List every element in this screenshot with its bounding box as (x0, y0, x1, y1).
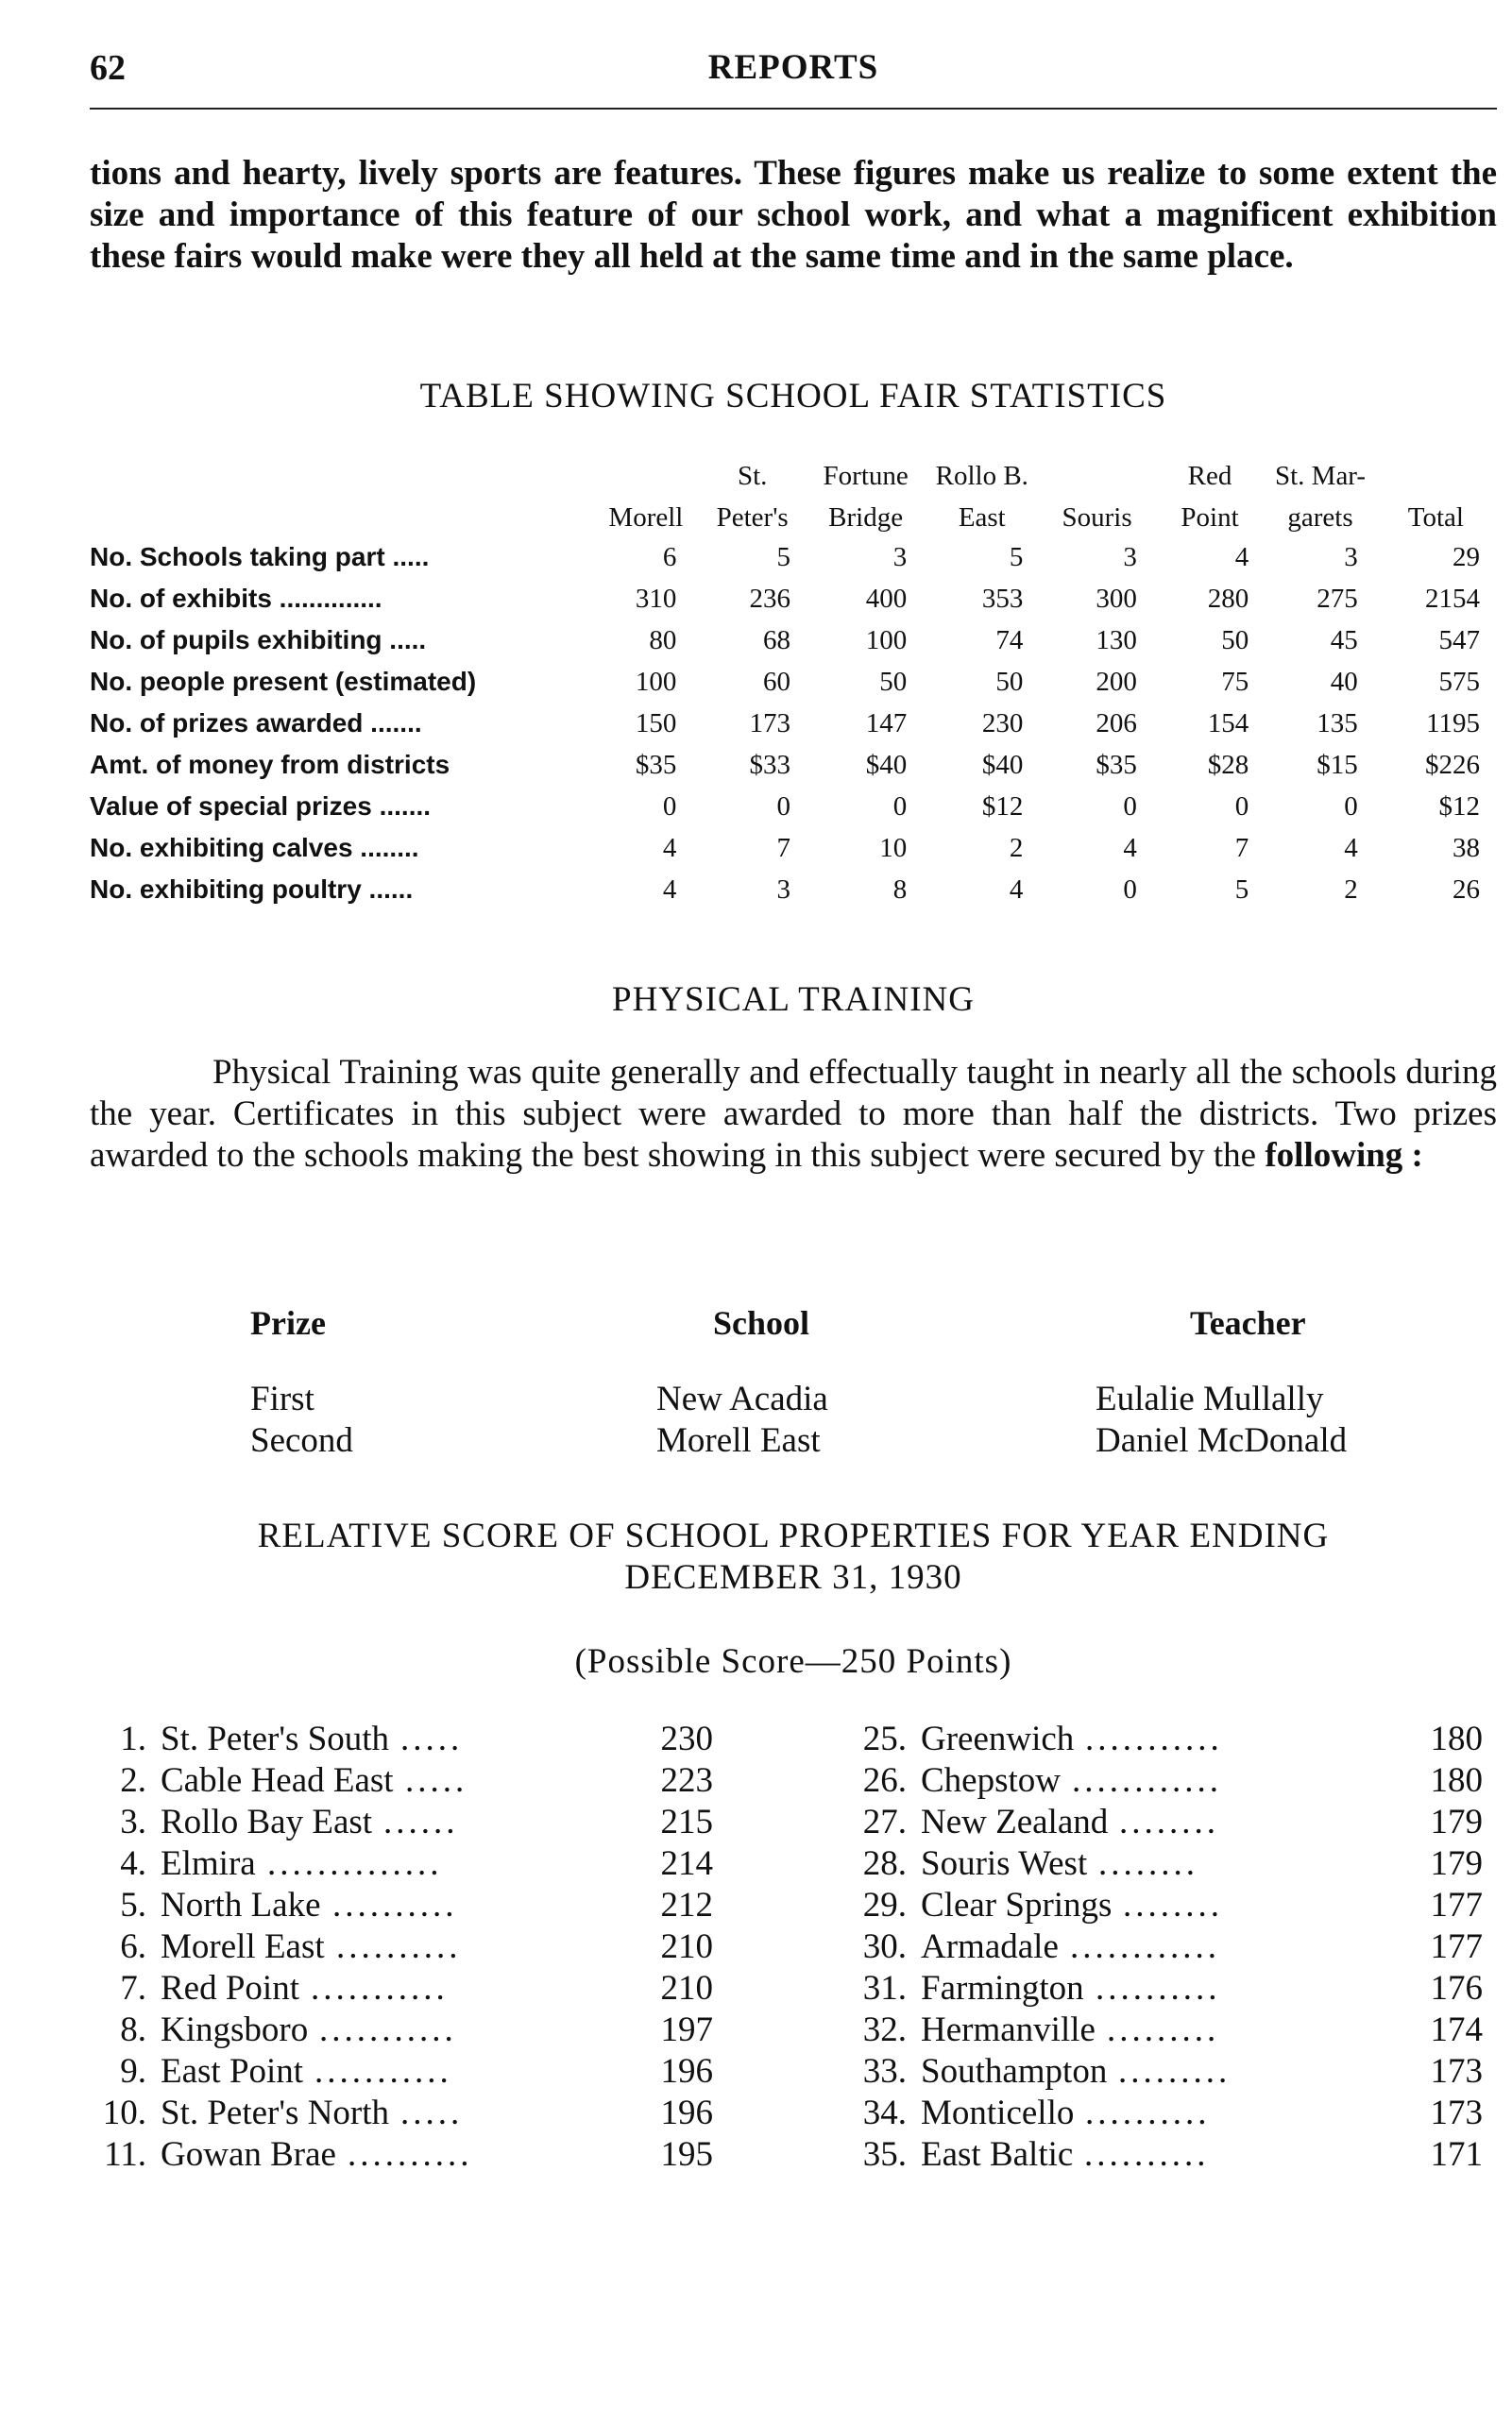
score-rank: 10. (102, 2094, 146, 2132)
score-points: 176 (1430, 1969, 1483, 2008)
cell-value: 7 (1234, 832, 1249, 863)
cell-value: $12 (981, 790, 1024, 822)
score-school: Rollo Bay East (161, 1803, 373, 1841)
score-points: 179 (1430, 1803, 1483, 1841)
score-school: East Point (161, 2052, 304, 2091)
fair-table-row (90, 786, 1497, 827)
cell-value: 200 (1096, 666, 1137, 697)
score-rank: 8. (120, 2010, 146, 2049)
score-leader-dots: .............. (267, 1844, 443, 1883)
score-points: 173 (1430, 2052, 1483, 2091)
score-rank: 6. (120, 1927, 146, 1966)
score-row (850, 2051, 1497, 2093)
fair-table-title: TABLE SHOWING SCHOOL FAIR STATISTICS (419, 377, 1167, 416)
fair-table-header-row-top (90, 453, 1497, 495)
col-top (1375, 453, 1497, 495)
score-leader-dots: .......... (332, 1886, 458, 1925)
row-label: Amt. of money from districts (90, 750, 450, 779)
fair-table-header-row-bottom (90, 495, 1497, 536)
score-leader-dots: ......... (1118, 2052, 1232, 2091)
col-top: Rollo B. (935, 461, 1028, 491)
prize-value: Second (250, 1421, 353, 1460)
school-value: Morell East (656, 1421, 821, 1460)
cell-value: 547 (1438, 624, 1480, 655)
score-rank: 3. (120, 1803, 146, 1841)
row-label: No. of prizes awarded ....... (90, 708, 422, 738)
cell-value: 3 (892, 541, 908, 572)
teacher-column (1096, 1303, 1347, 1462)
score-leader-dots: ............ (1070, 1927, 1220, 1966)
cell-value: 150 (635, 707, 677, 738)
cell-value: $15 (1317, 749, 1358, 780)
score-school: Southampton (921, 2052, 1108, 2091)
score-row (850, 2010, 1497, 2051)
teacher-value: Daniel McDonald (1096, 1421, 1348, 1460)
col-bottom: garets (1287, 502, 1353, 533)
cell-value: 575 (1438, 666, 1480, 697)
score-rank: 31. (862, 1969, 907, 2008)
score-points: 210 (660, 1969, 713, 2008)
score-leader-dots: .......... (1096, 1969, 1221, 2008)
score-row (90, 2134, 732, 2176)
cell-value: 2 (1344, 874, 1358, 905)
score-points: 196 (660, 2094, 713, 2132)
cell-value: $226 (1425, 749, 1480, 780)
col-top: St. (737, 461, 768, 491)
cell-value: 7 (776, 832, 791, 863)
relative-score-title (90, 1516, 1497, 1599)
relative-score-title-line1: RELATIVE SCORE OF SCHOOL PROPERTIES FOR YEAR ENDING (257, 1517, 1330, 1555)
page-number: 62 (90, 48, 126, 88)
cell-value: 0 (1123, 874, 1137, 905)
cell-value: 280 (1207, 583, 1249, 614)
intro-paragraph: tions and hearty, lively sports are features. These figures make us realize to some extent the size and importance of this feature of our school work, and what a magnificent exhibition these fairs would make were they all held at the same time and in the same place. (90, 154, 1497, 276)
fair-table-row (90, 578, 1497, 619)
score-school: Chepstow (921, 1761, 1061, 1800)
physical-training-text-end: following : (1265, 1136, 1423, 1175)
score-row (850, 1760, 1497, 1802)
cell-value: $12 (1438, 790, 1480, 822)
score-rank: 29. (862, 1886, 907, 1925)
cell-value: 4 (662, 832, 677, 863)
score-school: St. Peter's North (161, 2094, 390, 2132)
col-bottom: Bridge (828, 502, 904, 533)
score-rank: 5. (120, 1886, 146, 1925)
score-row (850, 1968, 1497, 2010)
score-points: 180 (1430, 1761, 1483, 1800)
score-rank: 25. (862, 1720, 907, 1758)
cell-value: 310 (635, 583, 677, 614)
physical-training-paragraph (90, 1052, 1497, 1177)
score-school: New Zealand (921, 1803, 1109, 1841)
score-row (850, 2134, 1497, 2176)
row-label: Value of special prizes ....... (90, 791, 432, 821)
fair-table-row (90, 536, 1497, 578)
score-school: Souris West (921, 1844, 1088, 1883)
relative-score-title-line2: DECEMBER 31, 1930 (624, 1558, 962, 1597)
score-row (850, 1843, 1497, 1885)
col-bottom: East (958, 502, 1006, 533)
cell-value: 353 (981, 583, 1024, 614)
cell-value: 230 (981, 707, 1024, 738)
col-bottom: Point (1181, 502, 1239, 533)
score-row (90, 1968, 732, 2010)
cell-value: $40 (981, 749, 1024, 780)
physical-training-title: PHYSICAL TRAINING (612, 980, 975, 1019)
score-leader-dots: ........ (1123, 1886, 1223, 1925)
cell-value: 50 (879, 666, 908, 697)
cell-value: 0 (1344, 790, 1358, 822)
col-bottom: Souris (1062, 502, 1132, 533)
cell-value: 3 (776, 874, 791, 905)
score-school: Farmington (921, 1969, 1084, 2008)
score-rank: 7. (120, 1969, 146, 2008)
score-row (850, 2093, 1497, 2134)
cell-value: $35 (1096, 749, 1137, 780)
score-row (90, 2010, 732, 2051)
cell-value: 10 (879, 832, 908, 863)
cell-value: $28 (1207, 749, 1249, 780)
cell-value: 236 (749, 583, 791, 614)
score-row (850, 1802, 1497, 1843)
row-label: No. exhibiting poultry ...... (90, 874, 414, 904)
cell-value: $33 (749, 749, 791, 780)
cell-value: 80 (649, 624, 677, 655)
score-rank: 4. (120, 1844, 146, 1883)
cell-value: 206 (1096, 707, 1137, 738)
col-bottom: Morell (608, 502, 684, 533)
col-top: Fortune (823, 461, 909, 491)
cell-value: 2 (1009, 832, 1024, 863)
cell-value: 3 (1123, 541, 1137, 572)
score-school: St. Peter's South (161, 1720, 390, 1758)
score-rank: 2. (120, 1761, 146, 1800)
cell-value: 4 (1123, 832, 1137, 863)
score-leader-dots: ..... (400, 1720, 464, 1758)
score-school: Morell East (161, 1927, 325, 1966)
cell-value: 60 (763, 666, 791, 697)
cell-value: 400 (865, 583, 908, 614)
school-value: New Acadia (656, 1380, 828, 1418)
cell-value: 0 (892, 790, 908, 822)
score-leader-dots: ........... (311, 1969, 449, 2008)
cell-value: 300 (1096, 583, 1137, 614)
score-row (90, 2093, 732, 2134)
score-row (90, 1885, 732, 1926)
score-school: Cable Head East (161, 1761, 394, 1800)
score-school: Monticello (921, 2094, 1075, 2132)
row-label: No. people present (estimated) (90, 667, 477, 696)
cell-value: 5 (1234, 874, 1249, 905)
cell-value: 130 (1096, 624, 1137, 655)
fair-table-row (90, 744, 1497, 786)
score-points: 197 (660, 2010, 713, 2049)
score-school: Gowan Brae (161, 2135, 336, 2174)
score-rank: 34. (862, 2094, 907, 2132)
running-head: REPORTS (707, 48, 879, 87)
score-points: 179 (1430, 1844, 1483, 1883)
score-leader-dots: ........... (319, 2010, 457, 2049)
score-leader-dots: .......... (1085, 2094, 1211, 2132)
cell-value: 100 (865, 624, 908, 655)
cell-value: 0 (776, 790, 791, 822)
score-school: Elmira (161, 1844, 256, 1883)
prize-header: Prize (250, 1304, 326, 1342)
cell-value: 0 (662, 790, 677, 822)
score-school: Hermanville (921, 2010, 1096, 2049)
cell-value: 1195 (1426, 707, 1480, 738)
score-row (850, 1926, 1497, 1968)
score-leader-dots: ..... (400, 2094, 464, 2132)
score-leader-dots: .......... (336, 1927, 462, 1966)
score-points: 171 (1430, 2135, 1483, 2174)
cell-value: 275 (1317, 583, 1358, 614)
cell-value: 147 (865, 707, 908, 738)
cell-value: 4 (1009, 874, 1024, 905)
score-row (90, 2051, 732, 2093)
score-points: 212 (660, 1886, 713, 1925)
score-row (90, 1760, 732, 1802)
cell-value: 4 (662, 874, 677, 905)
score-points: 210 (660, 1927, 713, 1966)
score-school: Greenwich (921, 1720, 1075, 1758)
cell-value: 68 (763, 624, 791, 655)
score-leader-dots: ........... (1085, 1720, 1223, 1758)
score-rank: 35. (862, 2135, 907, 2174)
score-row (90, 1926, 732, 1968)
score-rank: 26. (862, 1761, 907, 1800)
score-points: 196 (660, 2052, 713, 2091)
score-school: East Baltic (921, 2135, 1074, 2174)
cell-value: 38 (1453, 832, 1480, 863)
score-points: 230 (660, 1720, 713, 1758)
col-bottom: Total (1407, 502, 1464, 533)
score-rank: 1. (120, 1720, 146, 1758)
score-school: North Lake (161, 1886, 321, 1925)
cell-value: 75 (1221, 666, 1249, 697)
header-rule (90, 108, 1497, 110)
score-leader-dots: .......... (1084, 2135, 1210, 2174)
cell-value: 5 (776, 541, 791, 572)
row-label: No. Schools taking part ..... (90, 542, 430, 571)
score-rank: 30. (862, 1927, 907, 1966)
row-label: No. of pupils exhibiting ..... (90, 625, 427, 654)
score-row (850, 1719, 1497, 1760)
score-row (90, 1802, 732, 1843)
fair-table-row (90, 827, 1497, 869)
teacher-header: Teacher (1190, 1304, 1306, 1342)
physical-training-text: Physical Training was quite generally and effectually taught in nearly all the schools during the year. Certificates in this subject were awarded to more than half the districts. Two prizes awarded to the schools making the best showing in this subject were secured by the (90, 1053, 1497, 1175)
score-list-right (850, 1719, 1497, 2176)
report-page (90, 0, 1497, 2409)
score-points: 215 (660, 1803, 713, 1841)
relative-score-subtitle: (Possible Score—250 Points) (574, 1642, 1012, 1681)
cell-value: 6 (662, 541, 677, 572)
score-leader-dots: ...... (383, 1803, 459, 1841)
score-points: 177 (1430, 1927, 1483, 1966)
cell-value: 29 (1453, 541, 1480, 572)
cell-value: 50 (995, 666, 1024, 697)
prize-column (250, 1303, 353, 1462)
score-rank: 28. (862, 1844, 907, 1883)
fair-table-row (90, 869, 1497, 910)
cell-value: 173 (749, 707, 791, 738)
score-points: 195 (660, 2135, 713, 2174)
cell-value: 8 (892, 874, 908, 905)
score-points: 214 (660, 1844, 713, 1883)
cell-value: 4 (1234, 541, 1249, 572)
score-rank: 32. (862, 2010, 907, 2049)
col-bottom: Peter's (716, 502, 789, 533)
score-leader-dots: ............ (1072, 1761, 1222, 1800)
score-points: 177 (1430, 1886, 1483, 1925)
cell-value: 100 (635, 666, 677, 697)
cell-value: 74 (995, 624, 1024, 655)
row-label: No. of exhibits .............. (90, 584, 382, 613)
score-school: Armadale (921, 1927, 1059, 1966)
score-list-left (90, 1719, 732, 2176)
cell-value: 0 (1123, 790, 1137, 822)
cell-value: 135 (1317, 707, 1358, 738)
school-header: School (713, 1304, 810, 1342)
cell-value: 26 (1453, 874, 1480, 905)
cell-value: 0 (1234, 790, 1249, 822)
cell-value: $40 (865, 749, 908, 780)
col-top: Red (1187, 461, 1232, 491)
fair-table-row (90, 619, 1497, 661)
cell-value: 2154 (1425, 583, 1480, 614)
score-row (850, 1885, 1497, 1926)
score-school: Red Point (161, 1969, 299, 2008)
score-points: 223 (660, 1761, 713, 1800)
prize-value: First (250, 1380, 314, 1418)
cell-value: 154 (1207, 707, 1249, 738)
score-leader-dots: ........ (1119, 1803, 1219, 1841)
score-points: 174 (1430, 2010, 1483, 2049)
cell-value: 4 (1344, 832, 1358, 863)
fair-table-row (90, 703, 1497, 744)
score-rank: 33. (862, 2052, 907, 2091)
cell-value: 45 (1330, 624, 1358, 655)
cell-value: 50 (1221, 624, 1249, 655)
score-rank: 11. (104, 2135, 146, 2174)
score-school: Clear Springs (921, 1886, 1113, 1925)
score-school: Kingsboro (161, 2010, 309, 2049)
score-points: 173 (1430, 2094, 1483, 2132)
page-header (90, 47, 1497, 104)
school-column (656, 1303, 828, 1462)
col-top: St. Mar- (1274, 461, 1367, 491)
fair-statistics-table (90, 453, 1497, 910)
cell-value: 40 (1330, 666, 1358, 697)
score-rank: 9. (120, 2052, 146, 2091)
score-row (90, 1719, 732, 1760)
col-top (594, 453, 697, 495)
score-leader-dots: ......... (1107, 2010, 1220, 2049)
cell-value: $35 (635, 749, 677, 780)
teacher-value: Eulalie Mullally (1096, 1380, 1324, 1418)
fair-table-row (90, 661, 1497, 703)
score-leader-dots: ........... (314, 2052, 452, 2091)
score-leader-dots: ..... (405, 1761, 468, 1800)
score-rank: 27. (862, 1803, 907, 1841)
col-top (1040, 453, 1154, 495)
score-leader-dots: .......... (348, 2135, 473, 2174)
cell-value: 5 (1009, 541, 1024, 572)
score-row (90, 1843, 732, 1885)
score-leader-dots: ........ (1098, 1844, 1198, 1883)
cell-value: 3 (1344, 541, 1358, 572)
row-label: No. exhibiting calves ........ (90, 833, 419, 862)
score-points: 180 (1430, 1720, 1483, 1758)
